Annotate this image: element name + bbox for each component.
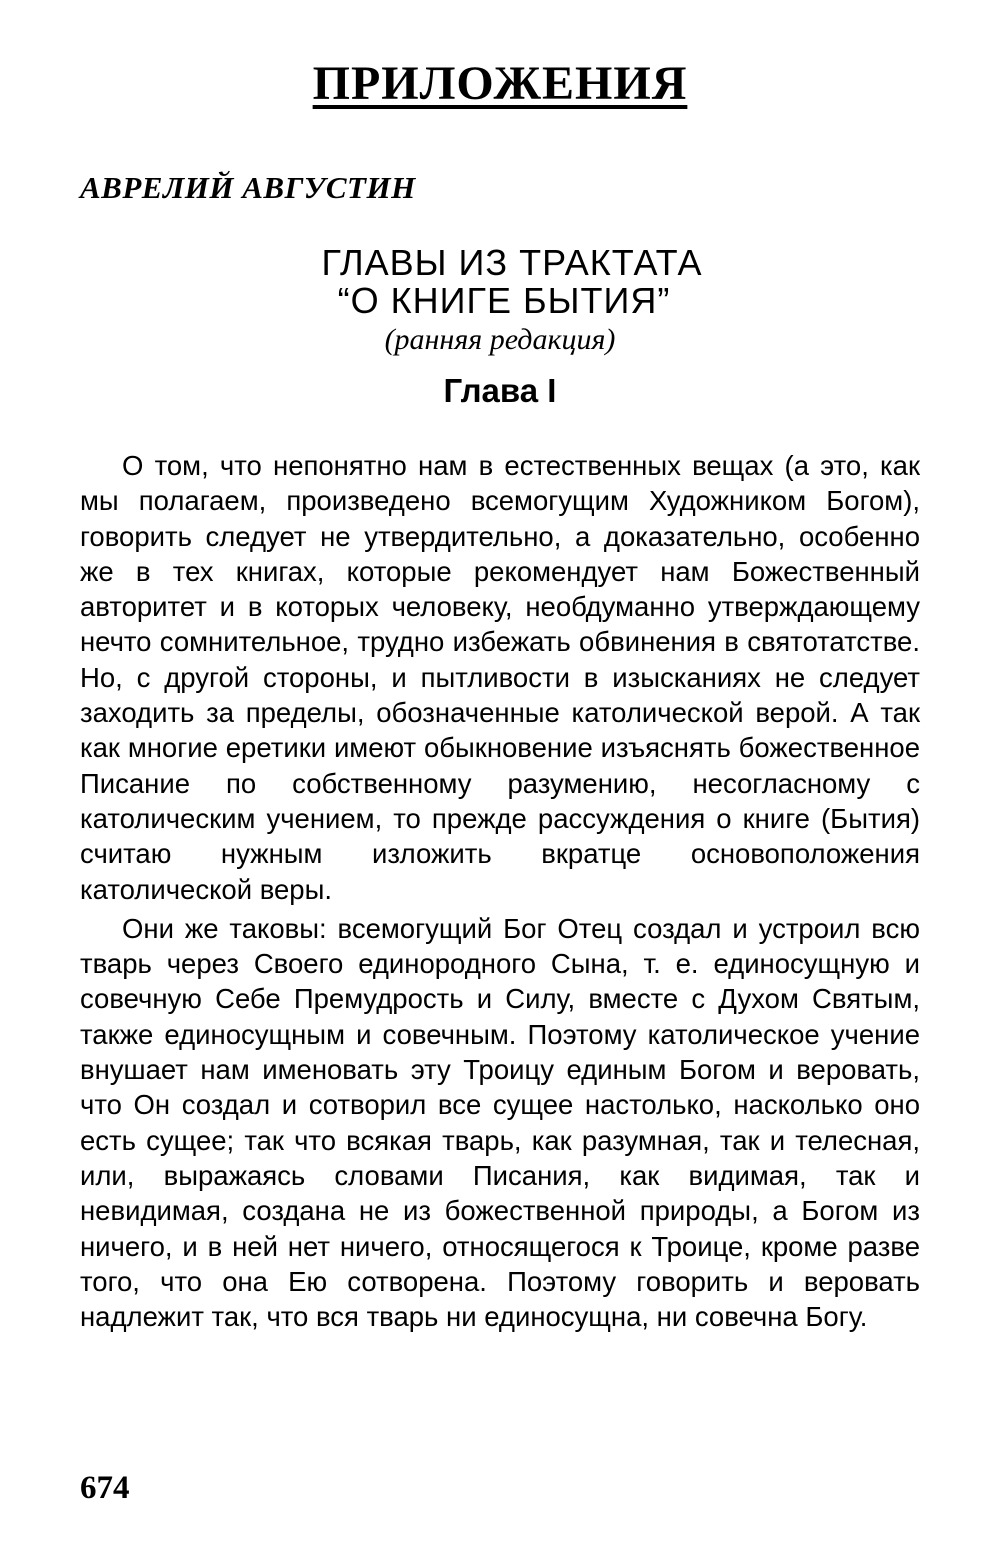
treatise-title-line-2: “О КНИГЕ БЫТИЯ” xyxy=(337,280,671,321)
chapter-heading: Глава I xyxy=(443,372,557,409)
page-number: 674 xyxy=(80,1470,130,1506)
treatise-title-line-1: ГЛАВЫ ИЗ ТРАКТАТА xyxy=(321,242,703,283)
treatise-heading xyxy=(0,244,1000,358)
body-text xyxy=(80,448,920,1334)
section-title: ПРИЛОЖЕНИЯ xyxy=(312,57,688,110)
paragraph: Они же таковы: всемогущий Бог Отец создал и устроил всю тварь через Своего единородного Сына, т. е. единосущную и совечную Себе Премудрость и Силу, вместе с Духом Святым, также единосущным и совечным. Поэтому католическое учение внушает нам именовать эту Троицу единым Богом и веровать, что Он создал и сотворил все сущее настолько, насколько оно есть сущее; так что всякая тварь, как разумная, так и телесная, или, выражаясь словами Писания, как видимая, так и невидимая, создана не из божественной природы, а Богом из ничего, и в ней нет ничего, относящегося к Троице, кроме разве того, что она Ею сотворена. Поэтому говорить и веровать надлежит так, что вся тварь ни единосущна, ни совечна Богу. xyxy=(80,912,920,1333)
author-name: АВРЕЛИЙ АВГУСТИН xyxy=(80,170,416,205)
paragraph: О том, что непонятно нам в естественных вещах (а это, как мы полагаем, произведено всемогущим Художником Богом), говорить следует не утвердительно, а доказательно, особенно же в тех книгах, которые рекомендует нам Божественный авторитет и в которых человеку, необдуманно утверждающему нечто сомнительное, трудно избежать обвинения в святотатстве. Но, с другой стороны, и пытливости в изысканиях не следует заходить за пределы, обозначенные католической верой. А так как многие еретики имеют обыкновение изъяснять божественное Писание по собственному разумению, несогласному с католическим учением, то прежде рассуждения о книге (Бытия) считаю нужным изложить вкратце основоположения католической веры. xyxy=(80,450,920,905)
edition-note: (ранняя редакция) xyxy=(384,323,616,356)
